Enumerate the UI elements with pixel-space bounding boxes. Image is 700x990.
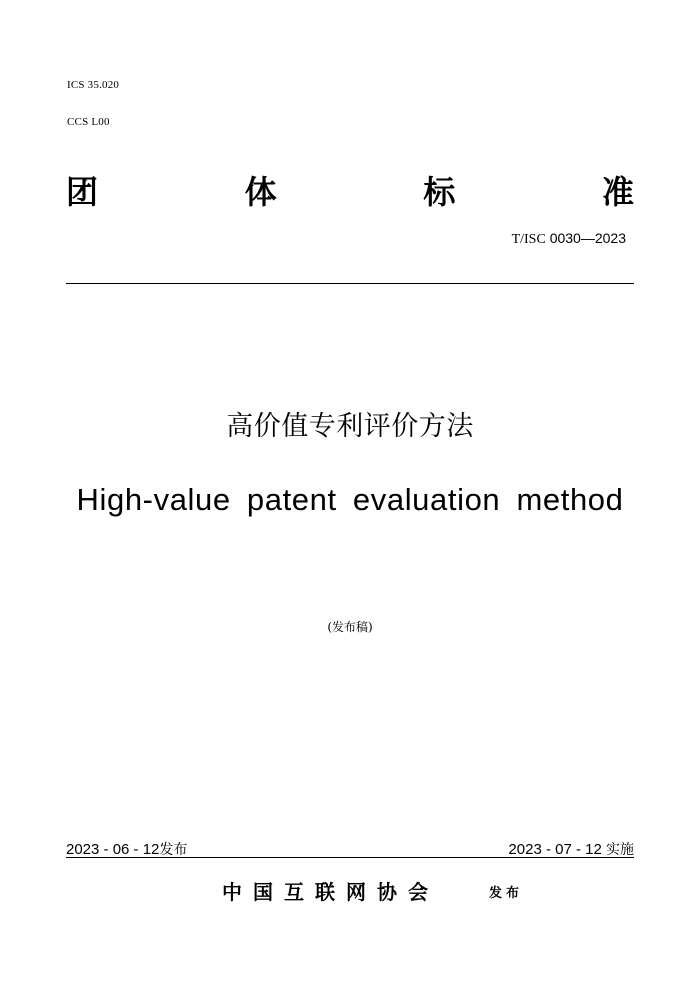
issuing-organization: 中国互联网协会 bbox=[222, 880, 439, 904]
standard-type-char-4: 准 bbox=[601, 173, 634, 211]
standard-number-prefix: T/ISC bbox=[511, 232, 546, 247]
publish-date-label: 发布 bbox=[159, 842, 188, 858]
title-english: High-value patent evaluation method bbox=[76, 482, 624, 517]
publish-date bbox=[66, 839, 187, 859]
draft-status: (发布稿) bbox=[327, 620, 373, 634]
publish-date-value: 2023 - 06 - 12 bbox=[66, 841, 160, 858]
implementation-date bbox=[508, 839, 634, 859]
standard-type-heading bbox=[66, 170, 634, 214]
ics-code: ICS 35.020 bbox=[67, 79, 120, 91]
standard-number-value: 0030—2023 bbox=[549, 230, 626, 246]
issue-label: 发布 bbox=[489, 886, 524, 901]
implementation-date-label: 实施 bbox=[606, 842, 634, 858]
standard-type-char-2: 体 bbox=[244, 173, 277, 211]
standard-number bbox=[512, 230, 626, 248]
implementation-date-value: 2023 - 07 - 12 bbox=[508, 841, 602, 858]
bottom-divider bbox=[66, 857, 634, 858]
standard-type-char-1: 团 bbox=[66, 173, 99, 211]
title-chinese: 高价值专利评价方法 bbox=[226, 411, 474, 442]
ccs-code: CCS L00 bbox=[67, 116, 110, 128]
standard-type-char-3: 标 bbox=[423, 173, 456, 211]
top-divider bbox=[66, 283, 634, 284]
